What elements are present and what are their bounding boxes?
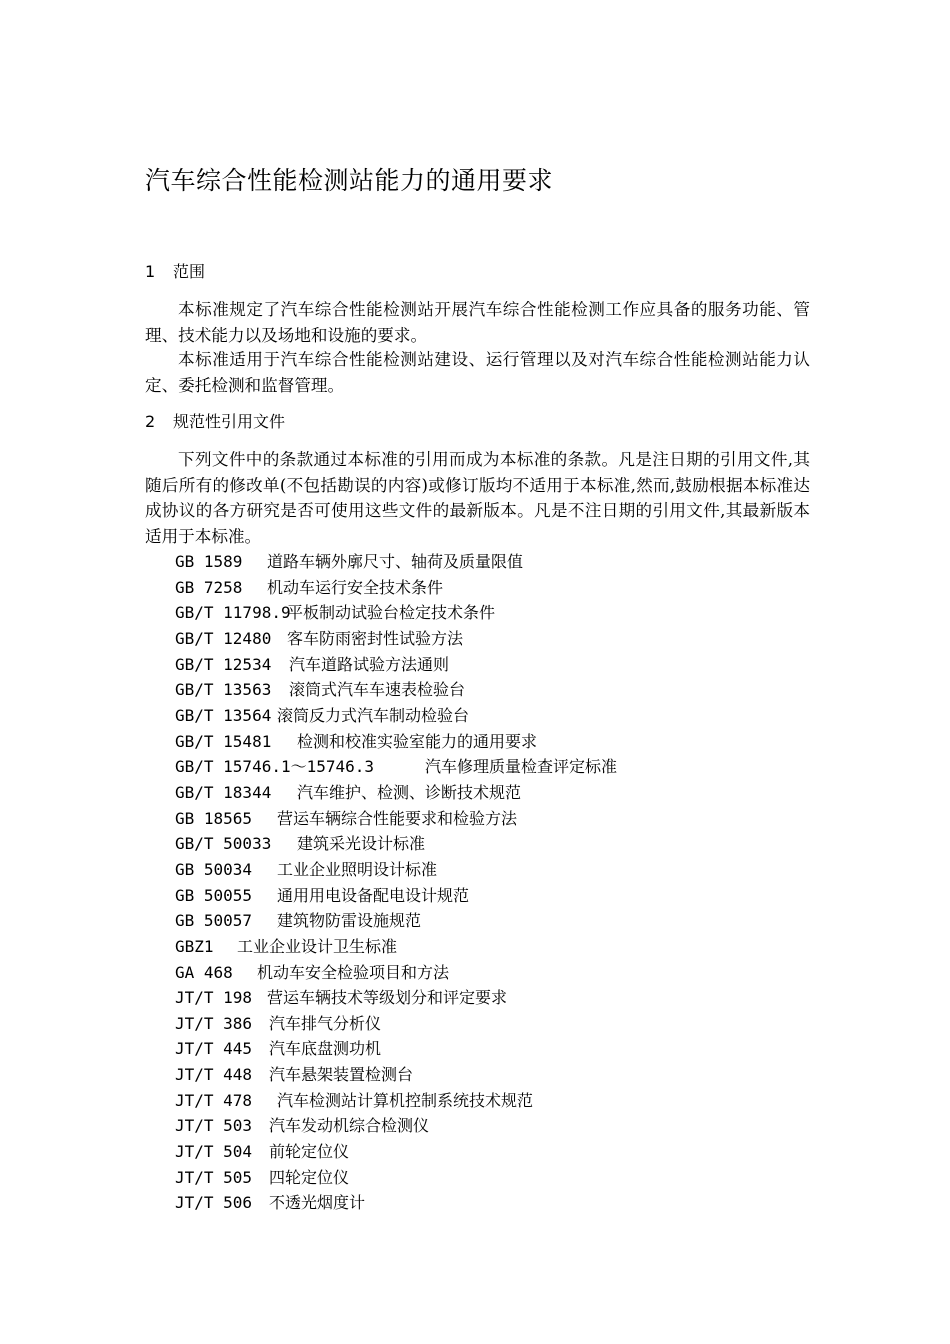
reference-code: JT/T 478 [175, 1090, 253, 1110]
reference-title: 通用用电设备配电设计规范 [277, 885, 470, 905]
reference-title: 工业企业照明设计标准 [277, 859, 438, 879]
reference-title: 营运车辆综合性能要求和检验方法 [277, 808, 518, 828]
reference-title: 汽车道路试验方法通则 [289, 654, 450, 674]
references-intro-paragraph: 下列文件中的条款通过本标准的引用而成为本标准的条款。凡是注日期的引用文件,其随后所有的修改单(不包括勘误的内容)或修订版均不适用于本标准,然而,鼓励根据本标准达成协议的各方研究是否可使用这些文件的最新版本。凡是不注日期的引用文件,其最新版本适用于本标准。 [145, 450, 810, 546]
reference-item [175, 575, 617, 601]
reference-title: 汽车发动机综合检测仪 [269, 1116, 430, 1136]
reference-code: GB 50057 [175, 911, 253, 931]
reference-item [175, 831, 617, 857]
scope-paragraph-2: 本标准适用于汽车综合性能检测站建设、运行管理以及对汽车综合性能检测站能力认定、委托检测和监督管理。 [145, 350, 810, 395]
section-number: 2 [145, 412, 156, 431]
reference-code: JT/T 386 [175, 1013, 253, 1033]
reference-item [175, 703, 617, 729]
reference-code: GB/T 18344 [175, 782, 272, 802]
document-title: 汽车综合性能检测站能力的通用要求 [145, 166, 554, 195]
reference-code: GB 1589 [175, 552, 243, 571]
section-title: 范围 [173, 262, 206, 281]
reference-code: GB 18565 [175, 808, 253, 828]
reference-item [175, 549, 617, 575]
reference-code: JT/T 506 [175, 1193, 253, 1213]
reference-item [175, 729, 617, 755]
reference-code: GB/T 12480 [175, 628, 272, 648]
reference-code: JT/T 505 [175, 1167, 253, 1187]
reference-code: JT/T 503 [175, 1116, 253, 1136]
reference-title: 道路车辆外廓尺寸、轴荷及质量限值 [267, 552, 524, 571]
reference-title: 前轮定位仪 [269, 1142, 350, 1162]
reference-title: 检测和校准实验室能力的通用要求 [297, 731, 538, 751]
reference-title: 机动车运行安全技术条件 [267, 577, 444, 597]
section-number: 1 [145, 262, 156, 281]
reference-title: 不透光烟度计 [269, 1193, 366, 1213]
reference-item [175, 1062, 617, 1088]
reference-code: GBZ1 [175, 936, 214, 956]
section-title: 规范性引用文件 [173, 412, 286, 431]
reference-item [175, 1088, 617, 1114]
reference-title: 机动车安全检验项目和方法 [257, 962, 450, 982]
reference-title: 四轮定位仪 [269, 1167, 350, 1187]
reference-code: JT/T 198 [175, 988, 253, 1008]
reference-code: GB/T 50033 [175, 834, 272, 854]
reference-item [175, 1036, 617, 1062]
reference-code: GB 7258 [175, 577, 243, 597]
reference-item [175, 934, 617, 960]
reference-title: 营运车辆技术等级划分和评定要求 [267, 988, 508, 1008]
reference-code: GB 50055 [175, 885, 253, 905]
reference-item [175, 1139, 617, 1165]
reference-item [175, 857, 617, 883]
reference-code: JT/T 445 [175, 1039, 253, 1059]
reference-title: 客车防雨密封性试验方法 [287, 628, 464, 648]
reference-item [175, 908, 617, 934]
reference-item [175, 1011, 617, 1037]
reference-code: GB/T 11798.9 [175, 603, 291, 623]
reference-title: 滚筒反力式汽车制动检验台 [277, 705, 470, 725]
reference-item [175, 806, 617, 832]
reference-title: 建筑采光设计标准 [297, 834, 426, 854]
reference-code: GB/T 12534 [175, 654, 272, 674]
reference-item [175, 960, 617, 986]
reference-item [175, 754, 617, 780]
reference-title: 汽车维护、检测、诊断技术规范 [297, 782, 522, 802]
reference-item [175, 883, 617, 909]
reference-item [175, 600, 617, 626]
reference-item [175, 677, 617, 703]
section-1-heading [145, 261, 205, 283]
reference-code: GB/T 15481 [175, 731, 272, 751]
reference-title: 工业企业设计卫生标准 [237, 936, 398, 956]
reference-item [175, 780, 617, 806]
reference-title: 汽车修理质量检查评定标准 [425, 757, 618, 777]
reference-code: GB/T 13564 [175, 705, 272, 725]
reference-title: 建筑物防雷设施规范 [277, 911, 422, 931]
section-2-heading [145, 411, 285, 433]
reference-item [175, 1190, 617, 1216]
reference-title: 汽车底盘测功机 [269, 1039, 382, 1059]
reference-code: GB/T 15746.1～15746.3 [175, 757, 375, 777]
reference-code: JT/T 504 [175, 1142, 253, 1162]
reference-code: GB 50034 [175, 859, 253, 879]
reference-title: 汽车悬架装置检测台 [269, 1065, 414, 1085]
reference-item [175, 985, 617, 1011]
reference-code: GA 468 [175, 962, 233, 982]
reference-item [175, 1165, 617, 1191]
reference-item [175, 1113, 617, 1139]
reference-title: 滚筒式汽车车速表检验台 [289, 680, 466, 700]
reference-title: 汽车排气分析仪 [269, 1013, 382, 1033]
reference-item [175, 626, 617, 652]
reference-title: 平板制动试验台检定技术条件 [287, 603, 496, 623]
reference-title: 汽车检测站计算机控制系统技术规范 [277, 1090, 534, 1110]
reference-item [175, 652, 617, 678]
reference-code: GB/T 13563 [175, 680, 272, 700]
normative-references-list [175, 549, 617, 1216]
scope-paragraph-1: 本标准规定了汽车综合性能检测站开展汽车综合性能检测工作应具备的服务功能、管理、技术能力以及场地和设施的要求。 [145, 300, 810, 345]
reference-code: JT/T 448 [175, 1065, 253, 1085]
